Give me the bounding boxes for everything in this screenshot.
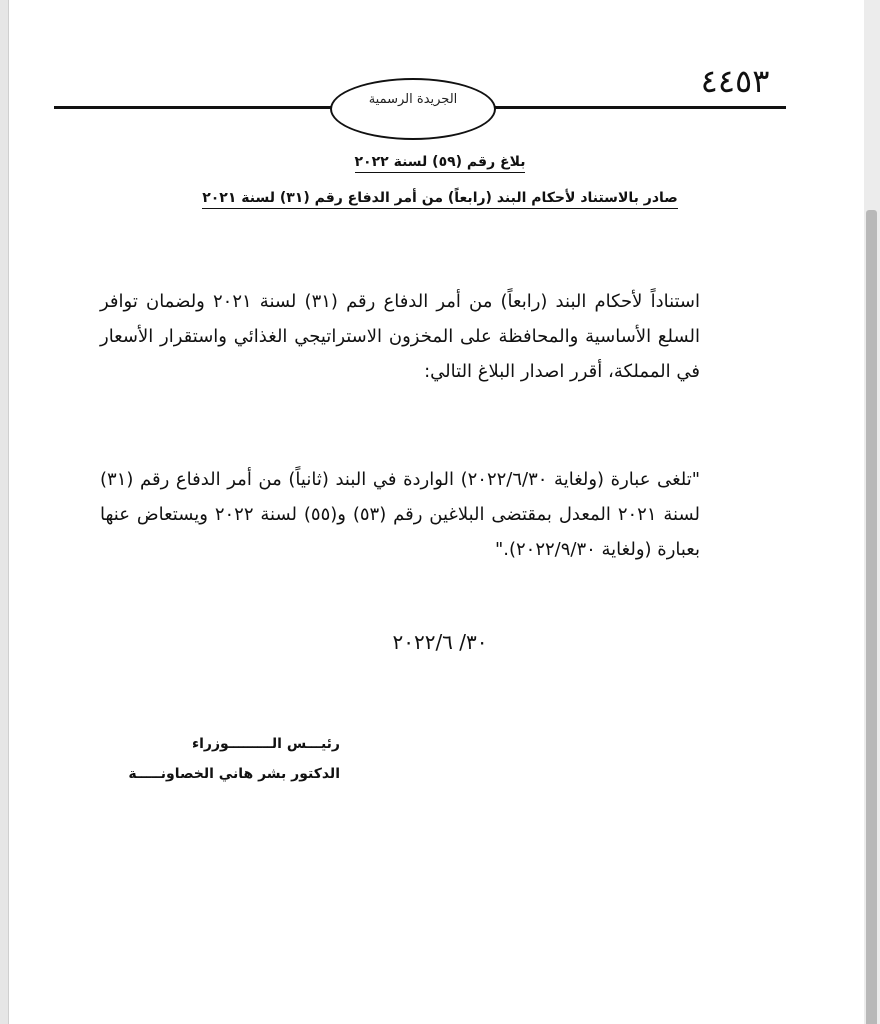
scrollbar-thumb[interactable] <box>866 210 877 1024</box>
gazette-seal <box>330 78 496 140</box>
signatory-name: الدكتور بشر هاني الخصاونـــــة <box>128 766 340 782</box>
body-paragraph-2: "تلغى عبارة (ولغاية ٢٠٢٢/٦/٣٠) الواردة في البند (ثانياً) من أمر الدفاع رقم (٣١) لسنة ٢٠٢١ المعدل بمقتضى البلاغين رقم (٥٣) و(٥٥) لسنة ٢٠٢٢ ويستعاض عنها بعبارة (ولغاية ٢٠٢٢/٩/٣٠)." <box>100 469 700 560</box>
document-title <box>100 154 780 170</box>
page-number: ٤٤٥٣ <box>700 62 770 100</box>
title-line-2: صادر بالاستناد لأحكام البند (رابعاً) من أمر الدفاع رقم (٣١) لسنة ٢٠٢١ <box>202 190 678 209</box>
document-date: ٣٠/ ٢٠٢٢/٦ <box>392 630 488 654</box>
title-line-1: بلاغ رقم (٥٩) لسنة ٢٠٢٢ <box>355 154 526 173</box>
document-subtitle <box>100 190 780 206</box>
body-paragraph-1: استناداً لأحكام البند (رابعاً) من أمر الدفاع رقم (٣١) لسنة ٢٠٢١ ولضمان توافر السلع الأساسية والمحافظة على المخزون الاستراتيجي الغذائي واستقرار الأسعار في المملكة، أقرر اصدار البلاغ التالي: <box>100 291 701 382</box>
signatory-title: رئيـــس الـــــــــوزراء <box>191 736 340 752</box>
seal-text: الجريدة الرسمية <box>368 92 458 107</box>
